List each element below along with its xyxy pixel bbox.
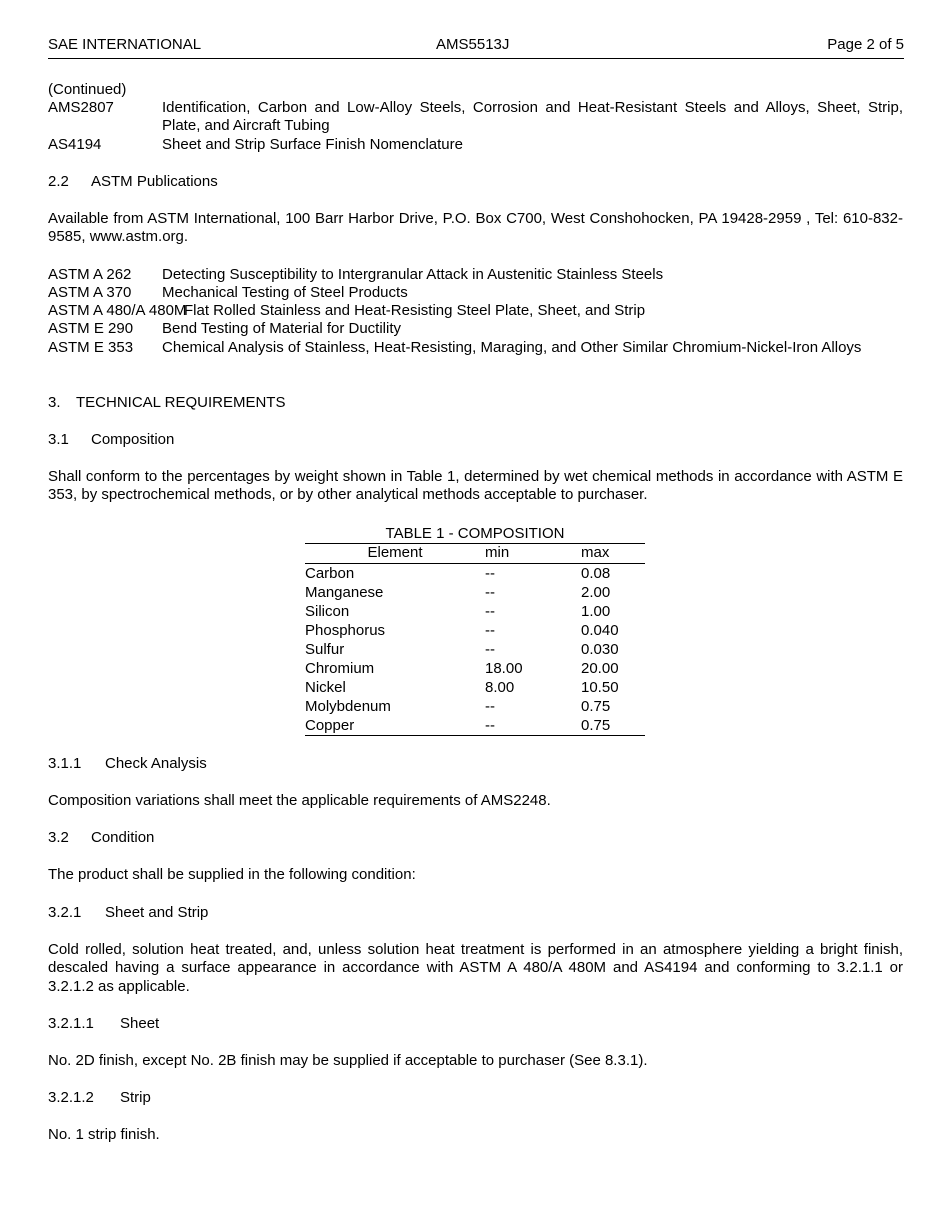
ref-title: Mechanical Testing of Steel Products: [162, 284, 408, 301]
astm-availability: Available from ASTM International, 100 Barr Harbor Drive, P.O. Box C700, West Conshohocken, PA 19428-2959 , Tel: 610-832-9585, www.astm.org.: [48, 210, 903, 246]
composition-text: Shall conform to the percentages by weight shown in Table 1, determined by wet chemical methods in accordance with ASTM E 353, by spectrochemical methods, or by other analytical methods acceptable to purchaser.: [48, 468, 903, 504]
section-title: Check Analysis: [105, 755, 207, 772]
cell-element: Chromium: [305, 659, 375, 677]
header-page-number: Page 2 of 5: [827, 36, 904, 53]
cell-max: 2.00: [581, 583, 611, 601]
cell-element: Nickel: [305, 678, 346, 696]
ref-title: Chemical Analysis of Stainless, Heat-Resisting, Maraging, and Other Similar Chromium-Nickel-Iron Alloys: [162, 339, 862, 356]
cell-max: 0.040: [581, 621, 619, 639]
cell-max: 10.50: [581, 678, 619, 696]
condition-text: The product shall be supplied in the following condition:: [48, 866, 416, 883]
header-doc-id: AMS5513J: [436, 36, 510, 53]
cell-element: Manganese: [305, 583, 384, 601]
cell-max: 0.75: [581, 716, 645, 736]
ref-code: AS4194: [48, 136, 102, 153]
composition-table: [305, 524, 645, 736]
column-header: max: [581, 544, 645, 563]
section-number: 3.2: [48, 829, 69, 846]
cell-max: 20.00: [581, 659, 619, 677]
header-org: SAE INTERNATIONAL: [48, 36, 202, 53]
ref-title: Identification, Carbon and Low-Alloy Steels, Corrosion and Heat-Resistant Steels and Alloys, Sheet, Strip, Plate, and Aircraft Tubing: [162, 99, 903, 135]
table-row: [305, 583, 645, 602]
table-row: [305, 659, 645, 678]
cell-element: Copper: [305, 716, 485, 736]
section-number: 3.2.1.2: [48, 1089, 94, 1106]
sheet-strip-text: Cold rolled, solution heat treated, and, unless solution heat treatment is performed in an atmosphere yielding a bright finish, descaled having a surface appearance in accordance with ASTM A 480/A 480M and AS4194 and conforming to 3.2.1.1 or 3.2.1.2 as applicable.: [48, 941, 903, 995]
strip-text: No. 1 strip finish.: [48, 1126, 160, 1143]
section-number: 3.2.1: [48, 904, 82, 921]
cell-min: --: [485, 640, 495, 658]
cell-element: Silicon: [305, 602, 350, 620]
table-row: [305, 716, 645, 736]
cell-min: 8.00: [485, 678, 515, 696]
cell-max: 1.00: [581, 602, 611, 620]
table-row: [305, 563, 645, 583]
cell-element: Molybdenum: [305, 697, 391, 715]
ref-code: ASTM A 262: [48, 266, 132, 283]
table-row: [305, 640, 645, 659]
cell-min: --: [485, 602, 495, 620]
ref-title: Flat Rolled Stainless and Heat-Resisting Steel Plate, Sheet, and Strip: [184, 302, 646, 319]
ref-code: AMS2807: [48, 99, 114, 116]
table-row: [305, 678, 645, 697]
check-analysis-text: Composition variations shall meet the applicable requirements of AMS2248.: [48, 792, 551, 809]
section-title: Strip: [120, 1089, 151, 1106]
section-number: 2.2: [48, 173, 69, 190]
table-header-row: [305, 544, 645, 563]
cell-max: 0.75: [581, 697, 611, 715]
cell-element: Phosphorus: [305, 621, 386, 639]
column-header: Element: [305, 544, 485, 563]
table-row: [305, 621, 645, 640]
table-row: [305, 697, 645, 716]
sheet-text: No. 2D finish, except No. 2B finish may be supplied if acceptable to purchaser (See 8.3.1).: [48, 1052, 648, 1069]
section-number: 3.2.1.1: [48, 1015, 94, 1032]
cell-min: 18.00: [485, 659, 523, 677]
cell-min: --: [485, 564, 495, 582]
cell-min: --: [485, 716, 581, 736]
ref-title: Sheet and Strip Surface Finish Nomenclature: [162, 136, 463, 153]
section-number: 3.: [48, 394, 61, 411]
section-title: Condition: [91, 829, 155, 846]
cell-element: Carbon: [305, 564, 355, 582]
section-number: 3.1: [48, 431, 69, 448]
cell-min: --: [485, 621, 495, 639]
section-title: TECHNICAL REQUIREMENTS: [76, 394, 286, 411]
cell-min: --: [485, 697, 495, 715]
column-header: min: [485, 544, 581, 563]
section-title: Sheet and Strip: [105, 904, 209, 921]
section-title: Composition: [91, 431, 175, 448]
cell-min: --: [485, 583, 495, 601]
ref-code: ASTM A 480/A 480M: [48, 302, 187, 319]
ref-title: Detecting Susceptibility to Intergranular Attack in Austenitic Stainless Steels: [162, 266, 664, 283]
section-title: Sheet: [120, 1015, 160, 1032]
section-number: 3.1.1: [48, 755, 82, 772]
section-title: ASTM Publications: [91, 173, 218, 190]
continued-label: (Continued): [48, 81, 127, 98]
ref-code: ASTM E 290: [48, 320, 134, 337]
cell-max: 0.08: [581, 564, 611, 582]
page-header: [48, 36, 904, 59]
cell-element: Sulfur: [305, 640, 345, 658]
ref-code: ASTM E 353: [48, 339, 134, 356]
ref-title: Bend Testing of Material for Ductility: [162, 320, 401, 337]
table-row: [305, 602, 645, 621]
ref-code: ASTM A 370: [48, 284, 132, 301]
cell-max: 0.030: [581, 640, 619, 658]
table-caption: TABLE 1 - COMPOSITION: [305, 524, 645, 544]
